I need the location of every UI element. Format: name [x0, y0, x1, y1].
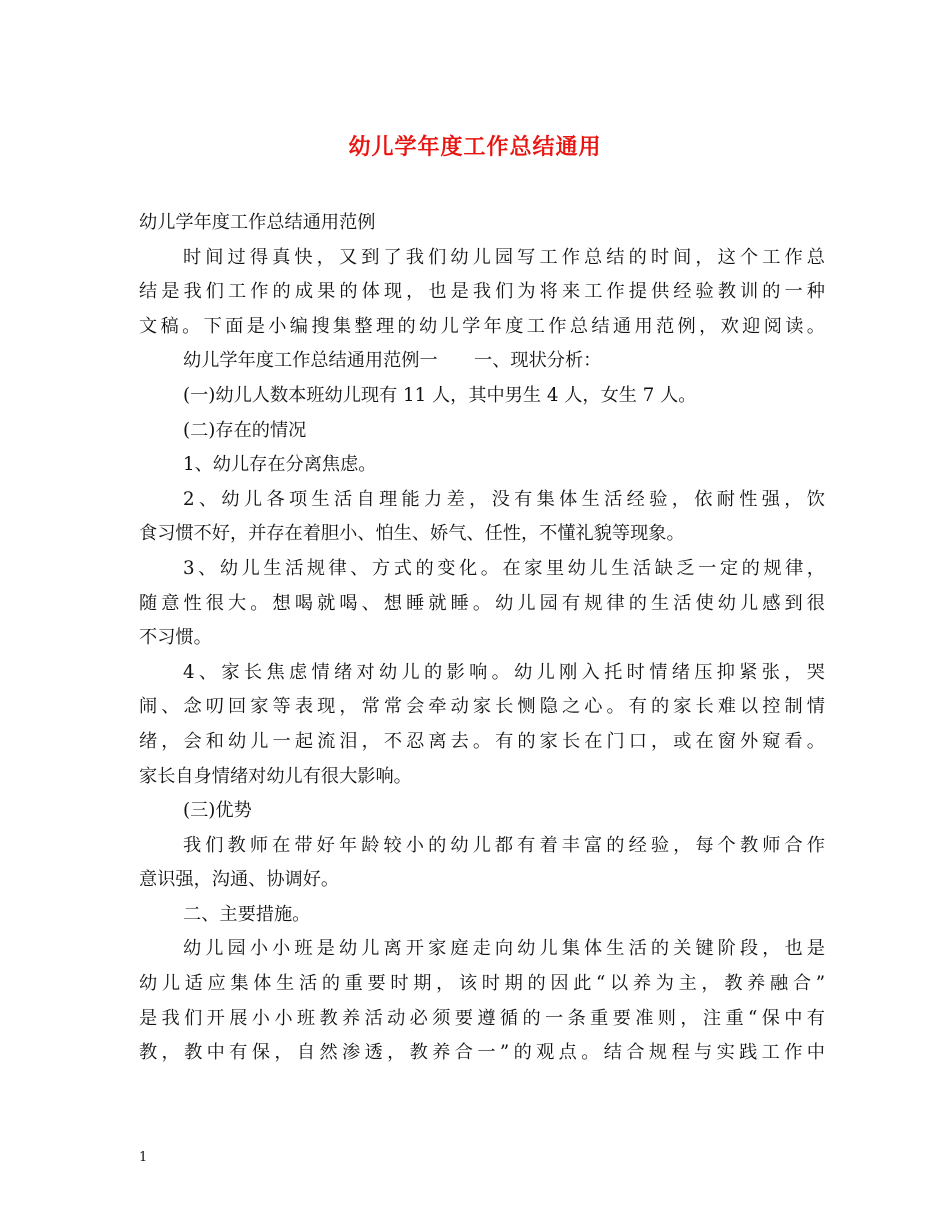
document-body [139, 206, 825, 1071]
paragraph-line: 3、幼儿生活规律、方式的变化。在家里幼儿生活缺乏一定的规律， [183, 557, 825, 579]
paragraph-line: 幼儿适应集体生活的重要时期，该时期的因此“以养为主，教养融合” [139, 973, 825, 995]
document-title: 幼儿学年度工作总结通用 [348, 134, 602, 160]
paragraph-line: (三)优势 [183, 800, 252, 822]
paragraph-line: (二)存在的情况 [183, 419, 307, 441]
page-number: 1 [139, 1150, 148, 1165]
paragraph-line: 结是我们工作的成果的体现，也是我们为将来工作提供经验教训的一种 [139, 281, 825, 303]
paragraph-line: 意识强，沟通、协调好。 [139, 869, 340, 891]
paragraph-line: 食习惯不好，并存在着胆小、怕生、娇气、任性，不懂礼貌等现象。 [139, 523, 685, 545]
paragraph-line: (一)幼儿人数本班幼儿现有 11 人，其中男生 4 人，女生 7 人。 [183, 384, 697, 406]
paragraph-line: 二、主要措施。 [183, 903, 311, 925]
paragraph-line: 是我们开展小小班教养活动必须要遵循的一条重要准则，注重“保中有 [139, 1007, 825, 1029]
paragraph-line: 4、家长焦虑情绪对幼儿的影响。幼儿刚入托时情绪压抑紧张，哭 [183, 661, 825, 683]
paragraph-line: 时间过得真快，又到了我们幼儿园写工作总结的时间，这个工作总 [183, 246, 825, 268]
paragraph-line: 我们教师在带好年龄较小的幼儿都有着丰富的经验，每个教师合作 [183, 834, 825, 856]
paragraph-line: 幼儿园小小班是幼儿离开家庭走向幼儿集体生活的关键阶段，也是 [183, 938, 825, 960]
paragraph-line: 闹、念叨回家等表现，常常会牵动家长恻隐之心。有的家长难以控制情 [139, 696, 825, 718]
paragraph-line: 幼儿学年度工作总结通用范例 [139, 212, 376, 233]
paragraph-line: 不习惯。 [139, 627, 212, 649]
paragraph-line: 家长自身情绪对幼儿有很大影响。 [139, 765, 412, 787]
paragraph-line: 2、幼儿各项生活自理能力差，没有集体生活经验，依耐性强，饮 [183, 488, 825, 510]
paragraph-line: 1、幼儿存在分离焦虑。 [183, 454, 377, 476]
paragraph-line: 绪，会和幼儿一起流泪，不忍离去。有的家长在门口，或在窗外窥看。 [139, 730, 825, 752]
paragraph-line: 随意性很大。想喝就喝、想睡就睡。幼儿园有规律的生活使幼儿感到很 [139, 592, 825, 614]
paragraph-line: 教，教中有保，自然渗透，教养合一”的观点。结合规程与实践工作中 [139, 1042, 825, 1064]
paragraph-line: 幼儿学年度工作总结通用范例一 一、现状分析： [183, 350, 602, 372]
paragraph-line: 文稿。下面是小编搜集整理的幼儿学年度工作总结通用范例，欢迎阅读。 [139, 315, 825, 337]
